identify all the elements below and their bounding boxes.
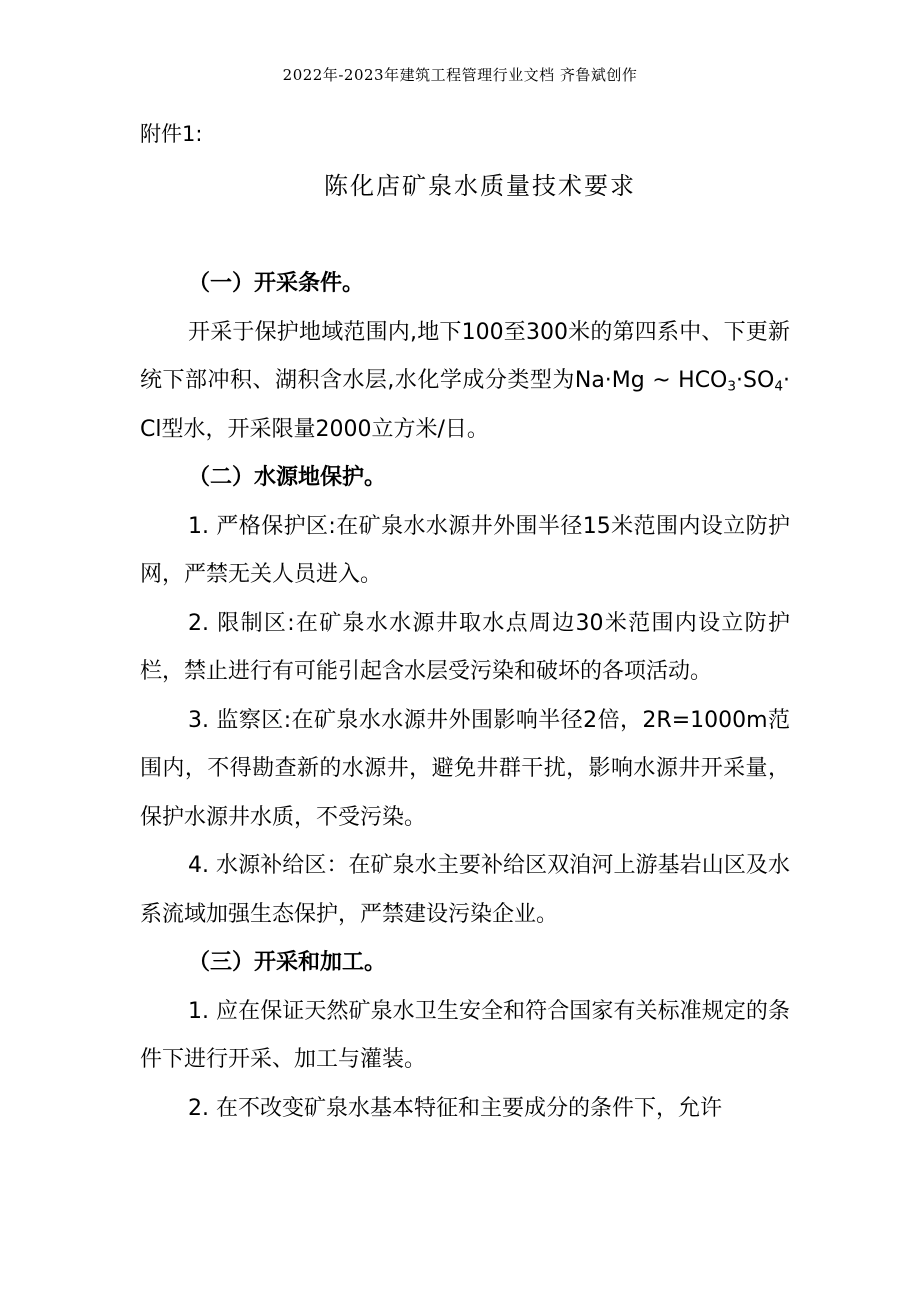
subscript: 4 <box>774 378 783 395</box>
paragraph-text: ·SO <box>736 368 775 393</box>
section-heading-water-source-protection: （二）水源地保护。 <box>188 465 387 490</box>
paragraph-recharge-zone: 4. 水源补给区：在矿泉水主要补给区双洎河上游基岩山区及水系流域加强生态保护，严禁建设污染企业。 <box>140 853 790 927</box>
paragraph-strict-protection-zone: 1. 严格保护区:在矿泉水水源井外围半径15米范围内设立防护网，严禁无关人员进入。 <box>140 513 790 587</box>
section-heading-mining-and-processing: （三）开采和加工。 <box>188 950 387 975</box>
paragraph-text: 开采于保护地域范围内,地下100至300米的第四系中、下更新统下部冲积、湖积含水层,水化学成分类型为Na·Mg ~ HCO <box>140 319 790 393</box>
section-heading-mining-conditions: （一）开采条件。 <box>188 271 365 296</box>
page-header: 2022年-2023年建筑工程管理行业文档 齐鲁斌创作 <box>282 66 638 84</box>
document-body <box>140 260 790 1133</box>
annex-label: 附件1: <box>140 122 203 146</box>
paragraph-processing-allowance: 2. 在不改变矿泉水基本特征和主要成分的条件下，允许 <box>188 1095 722 1121</box>
paragraph-mining-conditions <box>140 309 790 455</box>
paragraph-monitoring-zone: 3. 监察区:在矿泉水水源井外围影响半径2倍，2R=1000m范围内，不得勘查新的水源井，避免井群干扰，影响水源井开采量，保护水源井水质，不受污染。 <box>140 707 790 830</box>
paragraph-text: ·Cl型水，开采限量2000立方米/日。 <box>140 368 790 442</box>
paragraph-restricted-zone: 2. 限制区:在矿泉水水源井取水点周边30米范围内设立防护栏，禁止进行有可能引起含水层受污染和破坏的各项活动。 <box>140 610 790 684</box>
paragraph-processing-safety: 1. 应在保证天然矿泉水卫生安全和符合国家有关标准规定的条件下进行开采、加工与灌装。 <box>140 998 790 1072</box>
document-title: 陈化店矿泉水质量技术要求 <box>324 172 636 200</box>
subscript: 3 <box>727 378 737 395</box>
